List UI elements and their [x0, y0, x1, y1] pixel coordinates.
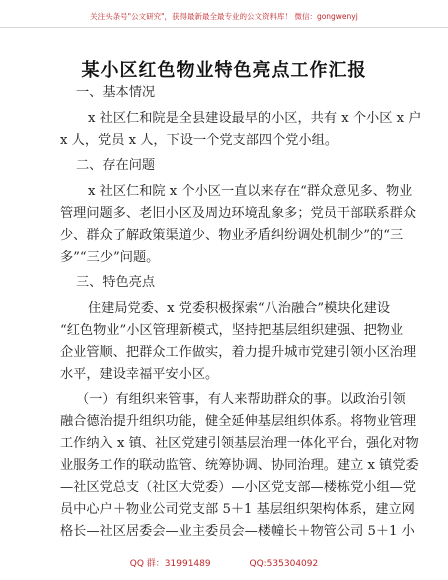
paragraph-line: 业服务工作的联动监管、统筹协调、协同治理。建立 x 镇党委 [60, 458, 419, 473]
paragraph-line: —社区党总支（社区大党委）—小区党支部—楼栋党小组—党 [60, 480, 417, 495]
paragraph-line: 融合德治提升组织功能，健全延伸基层组织体系。将物业管理 [60, 414, 417, 429]
footer-contacts [0, 556, 448, 569]
page-title: 某小区红色物业特色亮点工作汇报 [81, 60, 367, 81]
paragraph-line: （一）有组织来管事，有人来帮助群众的事。以政治引领 [76, 392, 406, 407]
paragraph-line: 员中心户＋物业公司党支部 5＋1 基层组织架构体系，建立网 [60, 502, 415, 517]
paragraph-line: x 人，党员 x 人，下设一个党支部四个党小组。 [60, 133, 339, 148]
paragraph-line: x 社区仁和院是全县建设最早的小区，共有 x 个小区 x 户 [88, 111, 422, 126]
paragraph-line: 管理问题多、老旧小区及周边环境乱象多；党员干部联系群众 [60, 206, 417, 221]
paragraph-line: 多”“三少”问题。 [60, 250, 160, 265]
section-heading-basic: 一、基本情况 [76, 85, 156, 100]
paragraph-line: 少、群众了解政策渠道少、物业矛盾纠纷调处机制少”的“三 [60, 228, 404, 243]
paragraph-line: 格长—社区居委会—业主委员会—楼幢长＋物管公司 5＋1 小 [60, 524, 415, 539]
footer-qq-group: QQ 群：31991489 [129, 559, 211, 569]
section-heading-highlights: 三、特色亮点 [76, 275, 156, 290]
section-heading-problems: 二、存在问题 [76, 158, 156, 173]
paragraph-line: 工作纳入 x 镇、社区党建引领基层治理一体化平台，强化对物 [60, 436, 419, 451]
paragraph-line: 水平，建设幸福平安小区。 [60, 367, 219, 382]
paragraph-line: 企业管顺、把群众工作做实，着力提升城市党建引领小区治理 [60, 345, 417, 360]
header-banner: 关注头条号"公文研究"，获得最新最全最专业的公文资料库！ 微信：gongwenyj [90, 12, 358, 21]
header-divider [0, 27, 448, 28]
paragraph-line: “红色物业”小区管理新模式，坚持把基层组织建强、把物业 [60, 323, 404, 338]
paragraph-line: x 社区仁和院 x 个小区一直以来存在“群众意见多、物业 [88, 184, 413, 199]
paragraph-line: 住建局党委、x 党委积极探索“八治融合”模块化建设 [88, 301, 391, 316]
footer-qq: QQ:535304092 [249, 559, 319, 569]
